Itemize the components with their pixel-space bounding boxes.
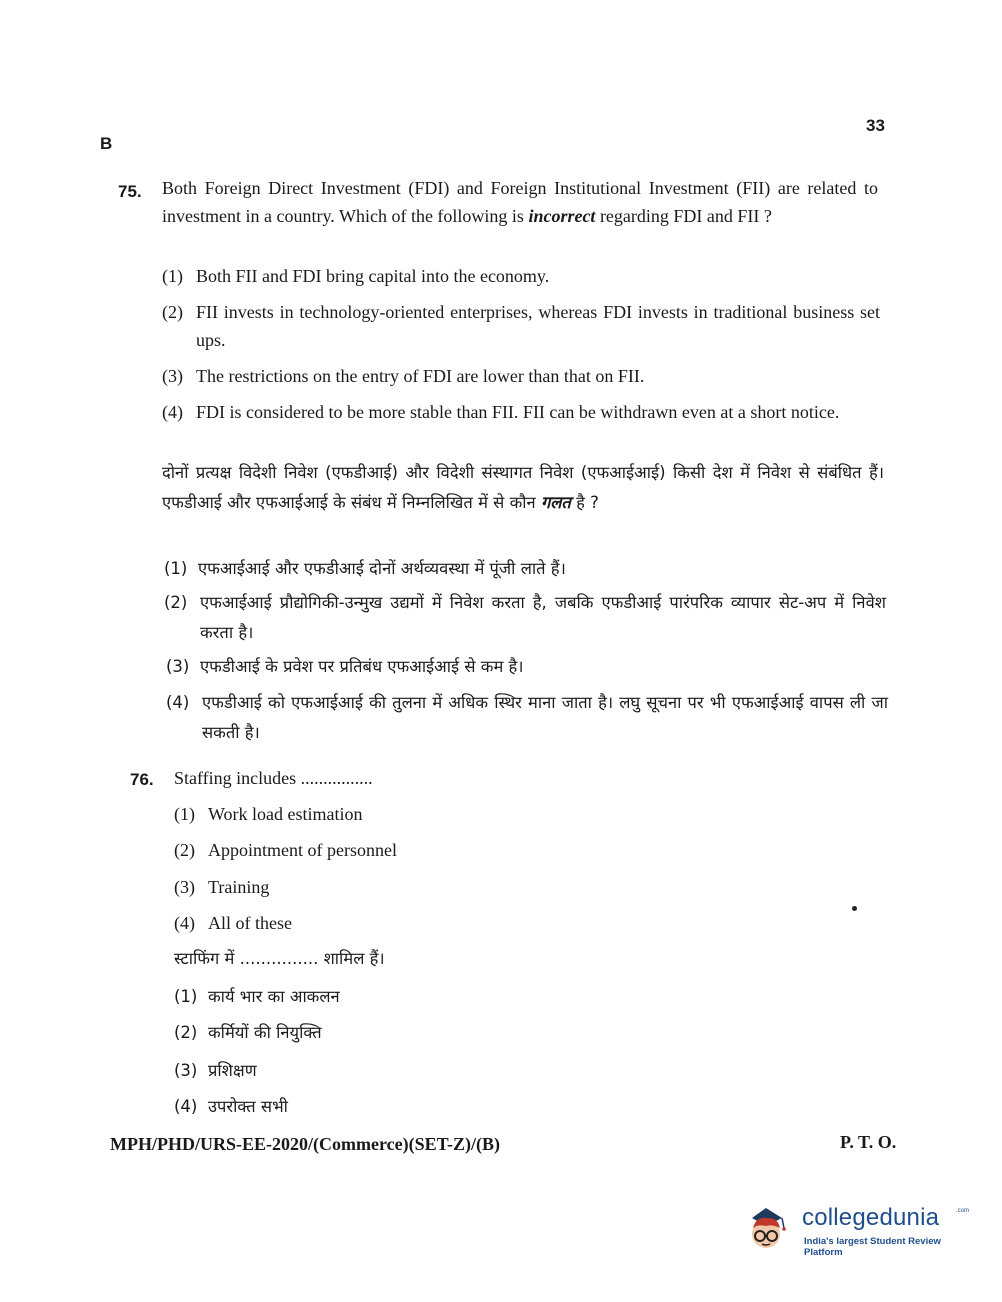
mascot-icon	[742, 1198, 800, 1256]
option-text: FDI is considered to be more stable than FII. FII can be withdrawn even at a short notice.	[196, 402, 840, 422]
question-number-75: 75.	[118, 182, 142, 201]
option-number: (2)	[174, 1023, 198, 1042]
option-text: All of these	[208, 913, 292, 933]
option-number: (4)	[162, 402, 183, 422]
option-number: (1)	[174, 987, 198, 1006]
option-76-hi-3	[174, 1056, 257, 1086]
option-text: एफआईआई और एफडीआई दोनों अर्थव्यवस्था में पूंजी लाते हैं।	[198, 559, 566, 578]
option-76-en-2	[174, 836, 397, 864]
stem-text: Both Foreign Direct Investment (FDI) and Foreign Institutional Investment (FII) are related to investment in a country. Which of the following is	[162, 178, 878, 226]
option-text: कार्य भार का आकलन	[208, 987, 340, 1006]
option-number: (3)	[174, 1061, 198, 1080]
stray-dot-mark	[852, 906, 857, 911]
option-text: Work load estimation	[208, 804, 363, 824]
logo-wordmark: collegedunia	[802, 1204, 940, 1231]
option-number: (3)	[174, 877, 195, 897]
page-number: 33	[866, 116, 885, 135]
option-number: (4)	[174, 913, 195, 933]
option-76-hi-2	[174, 1018, 322, 1048]
option-75-hi-3	[166, 652, 886, 682]
logo-domain: .com	[956, 1208, 970, 1214]
option-text: Both FII and FDI bring capital into the economy.	[196, 266, 550, 286]
logo-tagline: India's largest Student Review Platform	[804, 1236, 941, 1258]
question-75-stem-en	[162, 174, 878, 230]
option-text: The restrictions on the entry of FDI are lower than that on FII.	[196, 366, 645, 386]
stem-text-end: regarding FDI and FII ?	[595, 206, 772, 226]
option-text: FII invests in technology-oriented enterprises, whereas FDI invests in traditional business set ups.	[196, 302, 880, 350]
option-76-hi-4	[174, 1092, 288, 1122]
option-75-hi-1	[164, 554, 884, 584]
option-number: (3)	[162, 366, 183, 386]
collegedunia-logo	[742, 1196, 972, 1258]
option-text: एफडीआई को एफआईआई की तुलना में अधिक स्थिर माना जाता है। लघु सूचना पर भी एफआईआई वापस ली जा सकती है।	[202, 693, 888, 742]
option-75-en-2	[162, 298, 880, 354]
option-text: एफडीआई के प्रवेश पर प्रतिबंध एफआईआई से कम है।	[200, 657, 524, 676]
option-number: (2)	[162, 302, 183, 322]
stem-text-hi-end: है ?	[570, 493, 599, 512]
option-number: (2)	[174, 840, 195, 860]
question-76-stem-hi: स्टाफिंग में ............... शामिल हैं।	[174, 949, 385, 968]
option-text: Appointment of personnel	[208, 840, 397, 860]
option-number: (1)	[162, 266, 183, 286]
option-75-hi-2	[164, 588, 886, 648]
stem-emphasis: incorrect	[528, 206, 596, 226]
option-75-en-4	[162, 398, 882, 426]
option-number: (2)	[164, 593, 188, 612]
option-76-en-1	[174, 800, 363, 828]
stem-emphasis-hi: गलत	[540, 493, 571, 512]
option-text: एफआईआई प्रौद्योगिकी-उन्मुख उद्यमों में निवेश करता है, जबकि एफडीआई पारंपरिक व्यापार सेट-अप में निवेश करता है।	[200, 593, 886, 642]
option-76-hi-1	[174, 982, 340, 1012]
pto-label: P. T. O.	[840, 1132, 897, 1152]
option-76-en-3	[174, 873, 269, 901]
stem-text-hi: दोनों प्रत्यक्ष विदेशी निवेश (एफडीआई) और विदेशी संस्थागत निवेश (एफआईआई) किसी देश में निवेश से संबंधित हैं। एफडीआई और एफआईआई के संबंध में निम्नलिखित में से कौन	[162, 463, 884, 512]
question-75-stem-hi	[162, 458, 884, 518]
paper-code: MPH/PHD/URS-EE-2020/(Commerce)(SET-Z)/(B)	[110, 1134, 500, 1154]
set-label: B	[100, 134, 113, 153]
option-text: कर्मियों की नियुक्ति	[208, 1023, 322, 1042]
option-75-hi-4	[166, 688, 888, 748]
option-text: उपरोक्त सभी	[208, 1097, 288, 1116]
option-number: (3)	[166, 657, 190, 676]
option-number: (1)	[164, 559, 188, 578]
option-text: प्रशिक्षण	[208, 1061, 257, 1080]
option-76-en-4	[174, 909, 292, 937]
option-75-en-1	[162, 262, 882, 290]
option-number: (4)	[174, 1097, 198, 1116]
option-number: (4)	[166, 693, 190, 712]
question-76-stem-en: Staffing includes ................	[174, 768, 373, 788]
question-number-76: 76.	[130, 770, 154, 789]
option-75-en-3	[162, 362, 882, 390]
option-number: (1)	[174, 804, 195, 824]
option-text: Training	[208, 877, 270, 897]
